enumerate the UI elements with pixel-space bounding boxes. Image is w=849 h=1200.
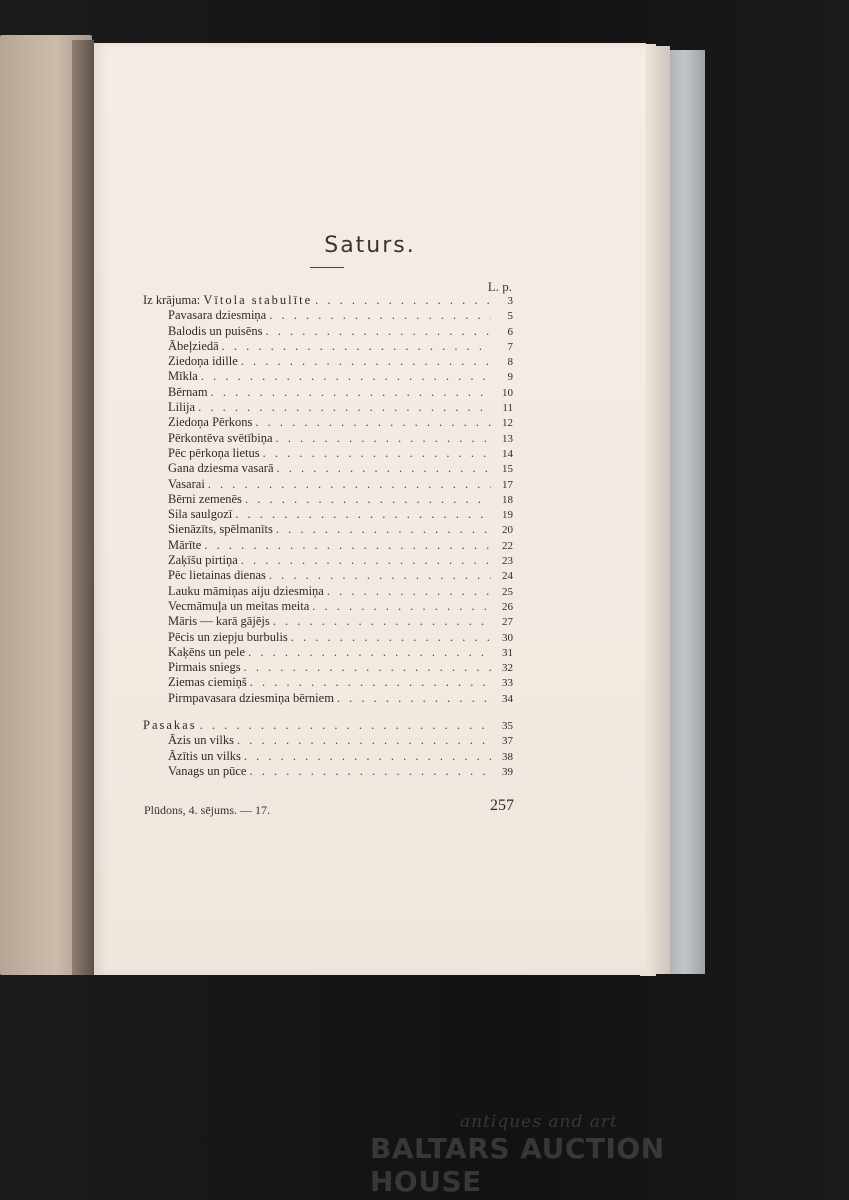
entry-title: Mārīte (168, 537, 202, 552)
leader-dots (208, 385, 491, 400)
toc-entry (143, 553, 513, 568)
section2-heading-row (143, 718, 513, 733)
collection-page: 3 (507, 295, 513, 307)
entry-title: Bērni zemenēs (168, 491, 242, 506)
entry-page: 20 (502, 524, 513, 537)
entry-title: Āzītis un vilks (168, 748, 241, 763)
entry-page: 33 (502, 677, 513, 690)
entry-title: Pirmais sniegs (168, 660, 241, 675)
entry-title: Pavasara dziesmiņa (168, 308, 267, 323)
toc-entry (143, 660, 513, 675)
leader-dots (205, 477, 491, 492)
entry-title: Ābeļziedā (168, 338, 219, 353)
leader-dots (252, 415, 491, 430)
toc-entry (143, 339, 513, 354)
leader-dots (288, 630, 491, 645)
entry-title: Sienāzīts, spēlmanīts (168, 522, 273, 537)
toc-entry (143, 599, 513, 614)
entry-page: 24 (502, 570, 513, 583)
leader-dots (197, 718, 491, 733)
entry-title: Āzis un vilks (168, 733, 234, 748)
entry-title: Pēcis un ziepju burbulis (168, 629, 288, 644)
leader-dots (219, 339, 491, 354)
entry-page: 19 (502, 509, 513, 522)
entry-page: 39 (502, 765, 513, 778)
toc-entry (143, 584, 513, 599)
entry-title: Lauku māmiņas aiju dziesmiņa (168, 583, 324, 598)
toc-entry (143, 507, 513, 522)
leader-dots (334, 691, 491, 706)
entry-page: 25 (502, 585, 513, 598)
toc-entry (143, 431, 513, 446)
section1-list (143, 308, 513, 706)
entry-title: Pēc pērkoņa lietus (168, 445, 260, 460)
contents-list (143, 293, 513, 779)
entry-page: 5 (507, 310, 513, 323)
leader-dots (241, 660, 491, 675)
leader-dots (247, 675, 491, 690)
entry-page: 37 (502, 735, 513, 748)
leader-dots (241, 749, 491, 764)
leader-dots (232, 507, 491, 522)
entry-title: Gana dziesma vasarā (168, 461, 274, 476)
toc-entry (143, 400, 513, 415)
entry-page: 8 (507, 356, 513, 369)
toc-entry (143, 691, 513, 706)
leader-dots (324, 584, 491, 599)
entry-title: Zaķīšu pirtiņa (168, 553, 238, 568)
leader-dots (246, 764, 491, 779)
toc-entry (143, 415, 513, 430)
toc-entry (143, 749, 513, 764)
entry-title: Mīkla (168, 369, 198, 384)
toc-entry (143, 675, 513, 690)
leader-dots (260, 446, 491, 461)
leader-dots (266, 308, 491, 323)
entry-page: 10 (502, 386, 513, 399)
toc-entry (143, 477, 513, 492)
leader-dots (273, 522, 491, 537)
collection-name: Vītola stabulīte (203, 293, 313, 307)
entry-title: Sila saulgozī (168, 507, 233, 522)
book-gutter (72, 40, 94, 975)
leader-dots (198, 369, 491, 384)
entry-title: Balodis un puisēns (168, 323, 263, 338)
entry-page: 22 (502, 539, 513, 552)
toc-entry (143, 568, 513, 583)
toc-entry (143, 492, 513, 507)
toc-entry (143, 461, 513, 476)
toc-entry (143, 369, 513, 384)
entry-title: Pērkontēva svētībiņa (168, 430, 273, 445)
entry-title: Bērnam (168, 384, 208, 399)
entry-page: 26 (502, 600, 513, 613)
toc-entry (143, 614, 513, 629)
entry-title: Vecmāmuļa un meitas meita (168, 598, 310, 613)
entry-title: Kaķēns un pele (168, 644, 246, 659)
leader-dots (195, 400, 491, 415)
toc-entry (143, 733, 513, 748)
leader-dots (266, 568, 491, 583)
title-divider (310, 267, 344, 268)
entry-title: Māris — karā gājējs (168, 614, 270, 629)
entry-title: Lilija (168, 400, 196, 415)
toc-entry (143, 764, 513, 779)
toc-entry (143, 324, 513, 339)
toc-entry (143, 522, 513, 537)
entry-page: 23 (502, 555, 513, 568)
toc-entry (143, 538, 513, 553)
toc-entry (143, 385, 513, 400)
entry-title: Ziedoņa idille (168, 354, 238, 369)
contents-page (94, 43, 646, 975)
watermark (370, 1112, 770, 1198)
leader-dots (273, 431, 492, 446)
toc-entry (143, 446, 513, 461)
section2-list (143, 733, 513, 779)
entry-page: 6 (507, 325, 513, 338)
collection-heading-row (143, 293, 513, 308)
entry-page: 13 (502, 432, 513, 445)
entry-title: Ziemas ciemiņš (168, 675, 247, 690)
section2-page: 35 (502, 720, 513, 733)
leader-dots (309, 599, 491, 614)
entry-page: 7 (507, 340, 513, 353)
signature-line: Plūdons, 4. sējums. — 17. (144, 803, 271, 817)
leader-dots (270, 614, 491, 629)
entry-page: 34 (502, 692, 513, 705)
book-cover-edge (664, 50, 705, 974)
leader-dots (201, 538, 491, 553)
entry-title: Ziedoņa Pērkons (168, 415, 253, 430)
leader-dots (238, 553, 491, 568)
leader-dots (312, 293, 491, 308)
page-column-label: L. p. (487, 279, 512, 294)
toc-entry (143, 645, 513, 660)
toc-entry (143, 354, 513, 369)
entry-title: Pēc lietainas dienas (168, 568, 266, 583)
leader-dots (245, 645, 491, 660)
entry-page: 9 (507, 371, 513, 384)
entry-page: 18 (502, 493, 513, 506)
entry-page: 30 (502, 631, 513, 644)
leader-dots (238, 354, 491, 369)
section2-heading: Pasakas (143, 718, 197, 733)
collection-prefix: Iz krājuma: (143, 293, 201, 307)
leader-dots (262, 324, 491, 339)
leader-dots (242, 492, 491, 507)
entry-page: 15 (502, 463, 513, 476)
entry-page: 31 (502, 646, 513, 659)
entry-page: 27 (502, 616, 513, 629)
entry-title: Vanags un pūce (168, 763, 247, 778)
entry-page: 17 (502, 478, 513, 491)
entry-page: 12 (502, 417, 513, 430)
watermark-title: BALTARS AUCTION HOUSE (370, 1132, 665, 1198)
page-number: 257 (490, 797, 514, 814)
entry-page: 38 (502, 750, 513, 763)
toc-entry (143, 630, 513, 645)
entry-title: Vasarai (168, 476, 205, 491)
leader-dots (234, 733, 491, 748)
watermark-subtitle: antiques and art (460, 1112, 618, 1132)
page-title: Saturs. (324, 233, 416, 258)
section-gap (143, 706, 513, 718)
leader-dots (274, 461, 492, 476)
entry-title: Pirmpavasara dziesmiņa bērniem (168, 690, 334, 705)
entry-page: 32 (502, 662, 513, 675)
toc-entry (143, 308, 513, 323)
entry-page: 14 (502, 447, 513, 460)
collection-heading (143, 293, 312, 308)
entry-page: 11 (502, 402, 513, 415)
